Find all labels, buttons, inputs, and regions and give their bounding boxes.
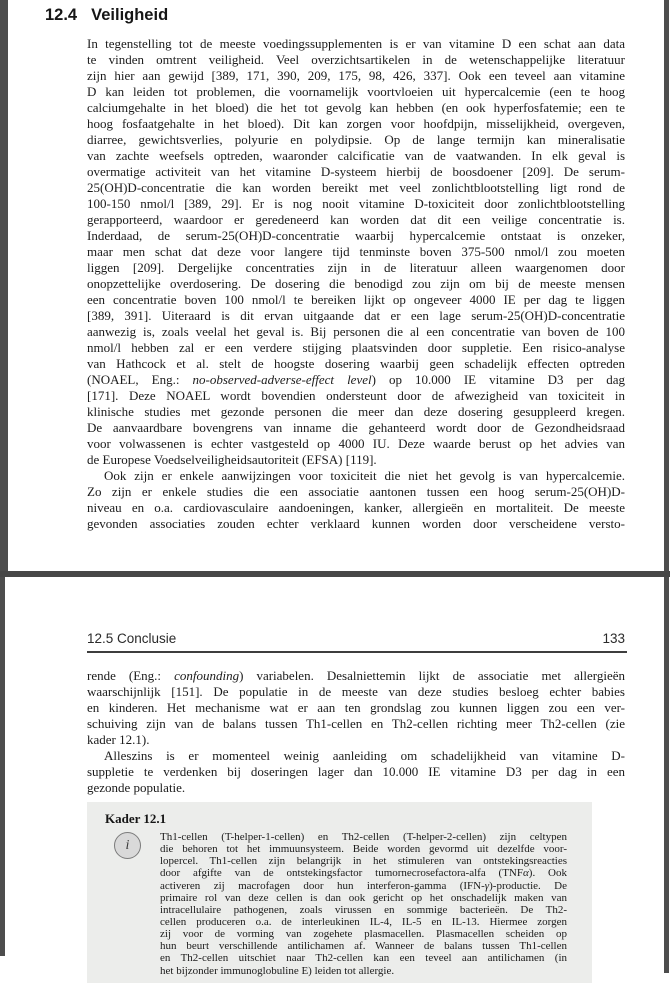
text-line: 100-150 nmol/l [389, 29]. Er is nog nooit vitamine D-toxiciteit door zonlichtblootstelling (87, 196, 625, 211)
text-line: waarschijnlijk [151]. De populatie in de meeste van deze studies besloeg echter babies (87, 684, 625, 699)
body-paragraph (87, 668, 625, 748)
text-line: calciumgehalte in het bloed) die het tot gevolg kan hebben (en ook hyperfosfatemie; een te (87, 100, 625, 115)
text-line: [389, 391]. Uiteraard is dit ervan uitgaande dat er een lage serum-25(OH)D-concentratie (87, 308, 625, 323)
text-line: klinische studies met gezonde personen die meer dan deze dosering gesuppleerd kregen. (87, 404, 625, 419)
text-line: zij voor de vorming van zogehete plasmacellen. Plasmacellen scheiden op (160, 928, 567, 941)
text-line: hun beurt verschillende antilichamen af. Wanneer de balans tussen Th1-cellen (160, 940, 567, 953)
text-line: en Th2-cellen uitschiet naar Th2-cellen kan een teveel aan antilichamen (in (160, 952, 567, 965)
kader-title: Kader 12.1 (105, 811, 167, 826)
text-line: nmol/l hebben zal er een verdere stijging plaatsvinden door suppletie. Een risico-analyse (87, 340, 625, 355)
text-line: de Europese Voedselveiligheidsautoriteit (EFSA) [119]. (87, 452, 377, 467)
text-line: en kinderen. Het mechanisme wat er aan ten grondslag zou kunnen liggen zou een ver- (87, 700, 625, 715)
page-edge-right (664, 577, 669, 973)
text-line: door afgifte van de ontstekingsfactor tumornecrosefactora-alfa (TNFα). Ook (160, 867, 567, 880)
text-line: van Hathcock et al. stelt de hoogste dosering waarbij geen schadelijk effecten optreden (87, 356, 625, 371)
text-line: Ook zijn er enkele aanwijzingen voor toxiciteit die niet het gevolg is van hypercalcemie. (104, 468, 625, 483)
body-paragraph (87, 748, 625, 796)
running-header-title: 12.5 Conclusie (87, 631, 177, 646)
page-edge-right (664, 0, 669, 571)
header-rule (87, 651, 627, 653)
text-line: niveau en o.a. cardiovasculaire aandoeningen, kanker, allergieën en mortaliteit. De meeste (87, 500, 625, 515)
text-line: rende (Eng.: confounding) variabelen. Desalniettemin lijkt de associatie met allergieën (87, 668, 625, 683)
text-line: maar men schat dat deze voor langere tijd tenminste boven 375-500 nmol/l zou moeten (87, 244, 625, 259)
page-1-body (87, 36, 625, 532)
text-line: Zo zijn er enkele studies die een associatie aantonen tussen een hoog serum-25(OH)D- (87, 484, 625, 499)
text-line: suppletie te verdenken bij doseringen lager dan 10.000 IE vitamine D3 per dag in een (87, 764, 625, 779)
text-line: [171]. Deze NOAEL wordt bovendien ondersteunt door de afwezigheid van toxiciteit in (87, 388, 625, 403)
text-line: gerapporteerd, waardoor er geredeneerd kan worden dat dit een veilige concentratie is. (87, 212, 625, 227)
text-line: liggen [209]. Dergelijke concentraties zijn in de literatuur alleen waargenomen door (87, 260, 625, 275)
text-line: voor volwassenen is echter vastgesteld op 4000 IU. Deze waarde berust op het advies van (87, 436, 625, 451)
section-number: 12.4 (45, 6, 78, 24)
text-line: van zachte weefsels optreden, waaronder calcificatie van de vaatwanden. In elk geval is (87, 148, 625, 163)
kader-text (160, 831, 567, 977)
text-line: D kan leiden tot problemen, die voornamelijk voortvloeien uit hypercalcemie (een te hoog (87, 84, 625, 99)
running-header (87, 631, 625, 646)
text-line: gezonde populatie. (87, 780, 186, 795)
kader-box (87, 802, 592, 983)
text-line: zijn hier aan gewijd [389, 171, 390, 209, 175, 98, 426, 337]. Ook een teveel aan vitamine (87, 68, 625, 83)
text-line: die behoren tot het immuunsysteem. Beide worden gevormd uit dezelfde voor- (160, 843, 567, 856)
text-line: intracellulaire pathogenen, zoals virussen en sommige bacterieën. De Th2- (160, 903, 567, 916)
page-edge-left (0, 0, 8, 571)
text-line: diarree, gewichtsverlies, polyurie en polydipsie. Op de lange termijn kan mineralisatie (87, 132, 625, 147)
body-paragraph (87, 468, 625, 532)
text-line: In tegenstelling tot de meeste voedingssupplementen is er van vitamine D een schat aan data (87, 36, 625, 51)
text-line: lopercel. Th1-cellen zijn belangrijk in het stimuleren van ontstekingsreacties (160, 855, 567, 868)
text-line: hoog fosfaatgehalte in het bloed). Dit kan zorgen voor hoofdpijn, misselijkheid, overgeven, (87, 116, 625, 131)
page-number: 133 (602, 631, 625, 646)
page-edge-left (0, 577, 5, 956)
text-line: primaire rol van deze cellen is dan ook gericht op het onschadelijk maken van (160, 891, 567, 904)
text-line: (NOAEL, Eng.: no-observed-adverse-effect level) op 10.000 IE vitamine D3 per dag (87, 372, 626, 387)
text-line: Inderdaad, de serum-25(OH)D-concentratie waarbij hypercalcemie ontstaat is onzeker, (87, 228, 625, 243)
section-title: Veiligheid (91, 6, 169, 24)
text-line: het bijzonder immunoglobuline E) leiden tot allergie. (160, 964, 395, 977)
text-line: aanwezig is, zoals veelal het geval is. Bij personen die al een concentratie van boven de 100 (87, 324, 625, 339)
text-line: cellen produceren o.a. de interleukinen IL-4, IL-5 en IL-13. Hiermee zorgen (160, 915, 567, 928)
page-2 (0, 577, 670, 1000)
text-line: Th1-cellen (T-helper-1-cellen) en Th2-cellen (T-helper-2-cellen) zijn celtypen (160, 831, 567, 843)
body-paragraph (87, 36, 625, 468)
text-line: activeren zij macrofagen door hun interferon-gamma (IFN-γ)-productie. De (160, 879, 567, 892)
page-2-body (87, 668, 625, 796)
text-line: onopzettelijke overdosering. De dosering die benodigd zou zijn om bij de meeste mensen (87, 276, 625, 291)
text-line: overmatige activiteit van het vitamine D-systeem hierbij de boosdoener [209]. De serum- (87, 164, 625, 179)
text-line: De aanvaardbare bovengrens van inname die gehanteerd wordt door de Gezondheidsraad (87, 420, 625, 435)
text-line: 25(OH)D-concentratie die kan worden bereikt met veel zonlichtblootstelling ligt rond de (87, 180, 625, 195)
text-line: schuiving zijn van de balans tussen Th1-cellen en Th2-cellen richting meer Th2-cellen (zie (87, 716, 625, 731)
text-line: te vinden omtrent veiligheid. Veel overzichtsartikelen in de wetenschappelijke literatuur (87, 52, 625, 67)
section-heading (45, 6, 168, 25)
text-line: een concentratie boven 100 nmol/l te bereiken lijkt op ongeveer 4000 IE per dag te liggen (87, 292, 625, 307)
text-line: kader 12.1). (87, 732, 150, 747)
info-icon: i (114, 832, 141, 859)
text-line: gevonden associaties zouden echter verklaard kunnen worden door verscheidene versto- (87, 516, 625, 531)
text-line: Alleszins is er momenteel weinig aanleiding om schadelijkheid van vitamine D- (104, 748, 625, 763)
